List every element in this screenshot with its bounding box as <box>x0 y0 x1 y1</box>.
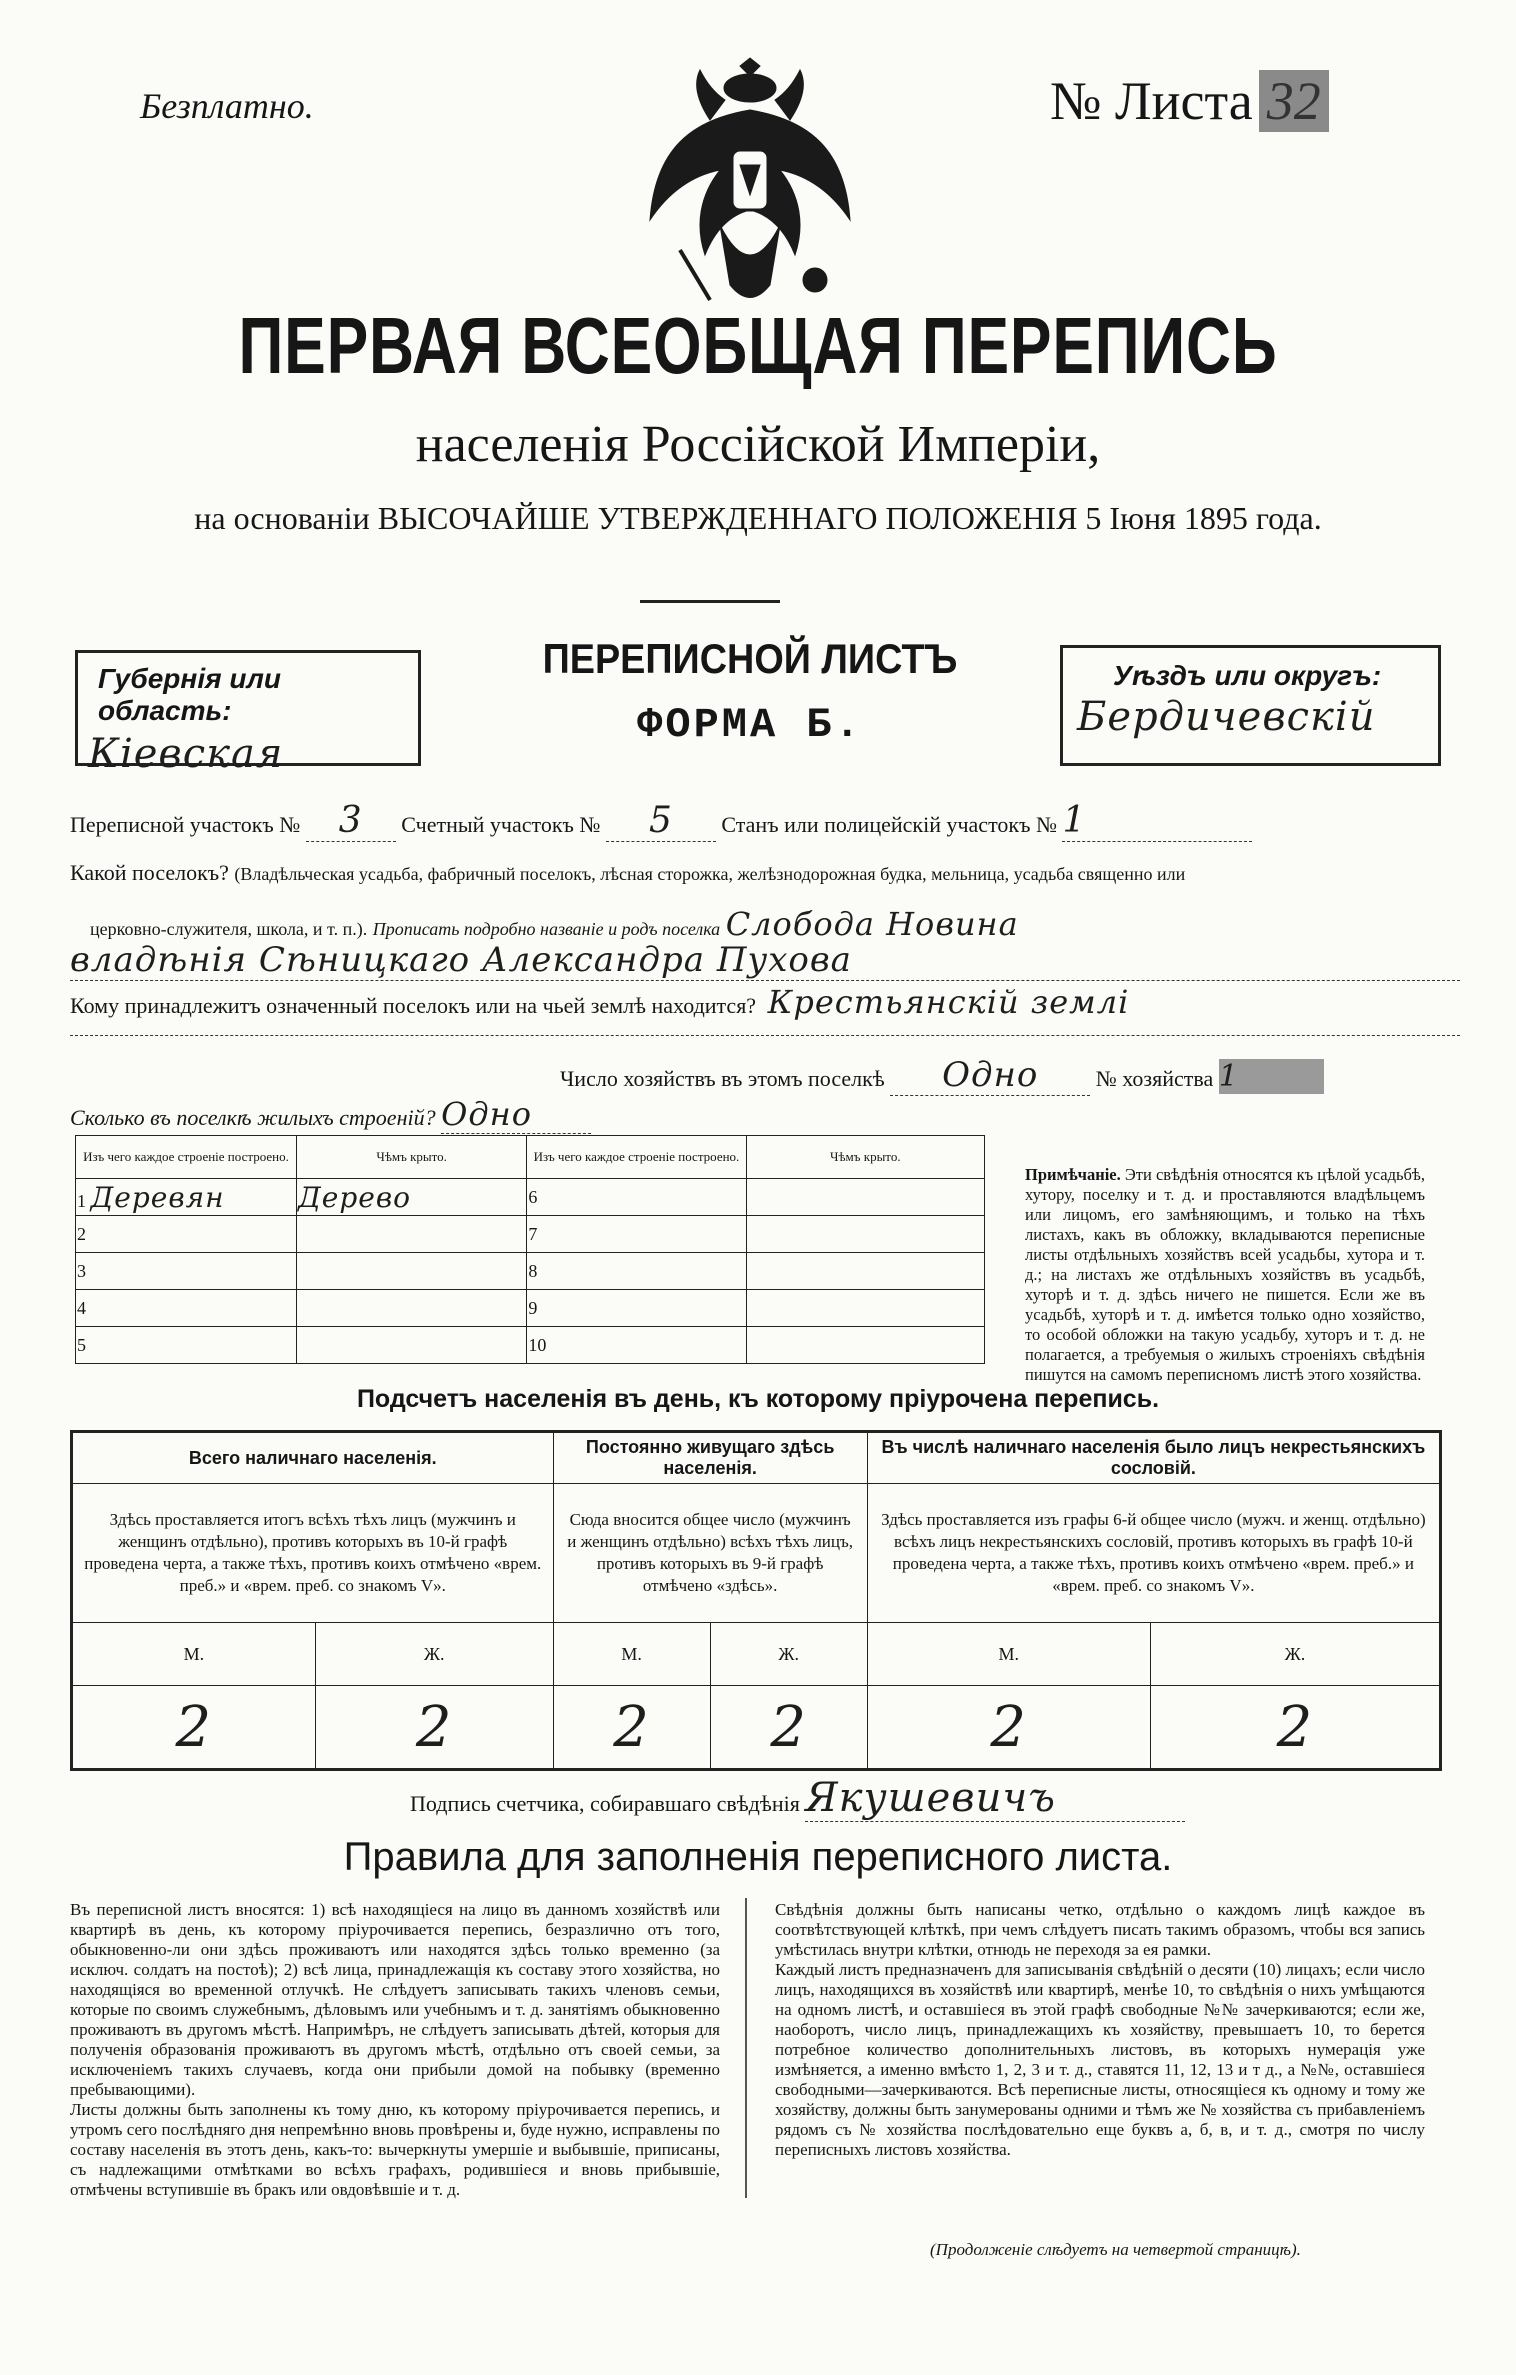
sheet-number-label: № Листа <box>1050 71 1253 131</box>
blank-line <box>70 1035 1460 1036</box>
stan-value: 1 <box>1062 800 1252 842</box>
buildings-roof-header: Чѣмъ крыто. <box>746 1136 984 1179</box>
sheet-number <box>1050 70 1329 132</box>
census-plot-label: Переписной участокъ № <box>70 812 301 837</box>
note-text: Эти свѣдѣнія относятся къ цѣлой усадьбѣ, хутору, поселку и т. д. и проставляются владѣльцемъ или лицомъ, его замѣняющимъ, и только на тѣхъ листахъ, какъ въ обложку, вкладываются переписные листы отдѣльныхъ хозяйствъ всей усадьбы, хутора и т. д.; на листахъ же отдѣльныхъ хозяйствъ въ усадьбѣ, хуторѣ и т. д. здѣсь ничего не пишется. Если же въ усадьбѣ, хуторѣ и т. д. имѣется только одно хозяйство, то особой обложки на такую усадьбу, хуторъ и т. д. не полагается, а требуемыя о жилыхъ строеніяхъ свѣдѣнія пишутся на самомъ переписномъ листѣ этого хозяйства. <box>1025 1165 1426 1384</box>
female-label: Ж. <box>1150 1623 1440 1686</box>
settlement-hint3: Прописать подробно названіе и родъ поселка <box>372 919 721 939</box>
resident-population-header: Постоянно живущаго здѣсь населенія. <box>553 1432 867 1484</box>
document-basis: на основаніи ВЫСОЧАЙШЕ УТВЕРЖДЕННАГО ПОЛОЖЕНІЯ 5 Іюня 1895 года. <box>194 500 1322 536</box>
female-label: Ж. <box>315 1623 553 1686</box>
settlement-question <box>70 860 1185 886</box>
households-line <box>560 1055 1324 1096</box>
total-population-header: Всего наличнаго населенія. <box>72 1432 554 1484</box>
signature-value: Якушевичъ <box>805 1775 1185 1822</box>
table-row <box>76 1290 985 1327</box>
buildings-material-header: Изъ чего каждое строеніе построено. <box>527 1136 746 1179</box>
rules-right-column: Свѣдѣнія должны быть написаны четко, отдѣльно о каждомъ лицѣ каждое въ соотвѣтствующей клѣткѣ, при чемъ слѣдуетъ писать такимъ образомъ, чтобы вся запись умѣстилась внутри клѣтки, отнюдь не переходя за ея рамки. Каждый листъ предназначенъ для записыванія свѣдѣній о десяти (10) лицахъ; если число лицъ, находящихся въ хозяйствѣ или квартирѣ, менѣе 10, то свѣдѣнія о нихъ умѣщаются на одномъ листѣ, и оставшіеся въ этой графѣ свободные №№ зачеркиваются; если же, наоборотъ, число лицъ, принадлежащихъ къ хозяйству, превышаетъ 10, то берется потребное количество дополнительныхъ листовъ, въ которыхъ нумерація уже измѣняется, а именно вмѣсто 1, 2, 3 и т. д., ставятся 11, 12, 13 и т д., а №№, оставшіеся свободными—зачеркиваются. Всѣ переписные листы, относящіеся къ одному и тому же хозяйству, должны быть занумерованы одними и тѣмъ же № хозяйства съ прибавленіемъ рядомъ съ № хозяйства послѣдовательно еще буквъ а, б, в, и т. д., смотря по числу переписныхъ листовъ хозяйства. <box>775 1900 1425 2159</box>
stan-label: Станъ или полицейскій участокъ № <box>721 812 1057 837</box>
imperial-eagle-emblem <box>640 50 860 320</box>
row-number: 7 <box>527 1216 746 1253</box>
divider <box>640 600 780 603</box>
buildings-material-header: Изъ чего каждое строеніе построено. <box>76 1136 297 1179</box>
census-plot-value: 3 <box>306 800 396 842</box>
row-number: 6 <box>527 1179 746 1216</box>
buildings-roof-header: Чѣмъ крыто. <box>297 1136 527 1179</box>
building-roof <box>297 1216 527 1253</box>
column-divider <box>745 1898 747 2198</box>
building-material: Деревян <box>90 1180 225 1214</box>
buildings-note <box>1025 1165 1425 1385</box>
male-label: М. <box>867 1623 1150 1686</box>
buildings-label: Сколько въ поселкѣ жилыхъ строеній? <box>70 1105 436 1130</box>
resident-female-count: 2 <box>710 1686 867 1770</box>
district-label: Уѣздъ или округъ: <box>1113 660 1382 691</box>
row-number: 5 <box>76 1327 297 1364</box>
form-title-line1: ПЕРЕПИСНОЙ ЛИСТЪ <box>542 635 958 682</box>
total-male-count: 2 <box>72 1686 316 1770</box>
province-box <box>75 650 421 777</box>
building-roof <box>297 1253 527 1290</box>
owner-question-line <box>70 983 1129 1021</box>
buildings-line <box>70 1095 591 1134</box>
population-table <box>70 1430 1442 1771</box>
female-label: Ж. <box>710 1623 867 1686</box>
rules-left-column: Въ переписной листъ вносятся: 1) всѣ находящіеся на лицо въ данномъ хозяйствѣ или квартирѣ въ день, къ которому пріурочивается перепись, безразлично отъ того, обыкновенно-ли они здѣсь проживаютъ или находятся здѣсь только временно (за исключ. солдатъ на постоѣ); 2) всѣ лица, принадлежащія къ составу этого хозяйства, но находящіяся во временной отлучкѣ. Не слѣдуетъ записывать такихъ членовъ семьи, которые по своимъ служебнымъ, дѣловымъ или учебнымъ и т. д. занятіямъ обыкновенно проживаютъ въ другомъ мѣстѣ. Напримѣръ, не слѣдуетъ записывать дѣтей, которыя для полученія образованія проживаютъ въ другомъ мѣстѣ, отдѣльно отъ своей семьи, за исключеніемъ такихъ случаевъ, когда они прибыли домой на побывку (временно пребывающими). Листы должны быть заполнены къ тому дню, къ которому пріурочивается перепись, и утромъ сего послѣдняго дня непремѣнно вновь провѣрены и, буде нужно, исправлены по составу населенія въ этотъ день, какъ-то: вычеркнуты умершіе и выбывшіе, приписаны, съ надлежащими отмѣтками во всѣхъ графахъ, родившіеся и вновь прибывшіе, отмѣчены вступившіе въ бракъ или овдовѣвшіе и т. д. <box>70 1900 720 2199</box>
building-roof <box>746 1216 984 1253</box>
sheet-number-value: 32 <box>1259 70 1329 132</box>
non-peasant-desc: Здѣсь проставляется изъ графы 6-й общее число (мужч. и женщ. отдѣльно) всѣхъ лицъ некрестьянскихъ сословій, противъ которыхъ въ графѣ 10-й проведена черта, а также тѣхъ, противъ коихъ отмѣчено «врем. преб.» и «врем. преб. со знакомъ V». <box>867 1484 1440 1623</box>
non-peasant-female-count: 2 <box>1150 1686 1440 1770</box>
building-roof <box>746 1327 984 1364</box>
building-roof <box>746 1253 984 1290</box>
table-row <box>76 1216 985 1253</box>
building-roof: Дерево <box>297 1179 527 1216</box>
table-row <box>76 1253 985 1290</box>
settlement-hint2: церковно-служителя, школа, и т. п.). <box>90 919 368 939</box>
row-number: 4 <box>76 1290 297 1327</box>
building-roof <box>746 1179 984 1216</box>
owner-question: Кому принадлежитъ означенный поселокъ или на чьей землѣ находится? <box>70 993 757 1018</box>
document-subtitle: населенія Россійской Имперіи, <box>415 416 1101 473</box>
population-heading: Подсчетъ населенія въ день, къ которому пріурочена перепись. <box>356 1385 1160 1413</box>
households-value: Одно <box>890 1055 1090 1096</box>
buildings-table <box>75 1135 985 1364</box>
non-peasant-male-count: 2 <box>867 1686 1150 1770</box>
district-line <box>70 800 1252 842</box>
document-title: ПЕРВАЯ ВСЕОБЩАЯ ПЕРЕПИСЬ <box>238 301 1278 390</box>
note-title: Примѣчаніе. <box>1025 1165 1121 1184</box>
table-row <box>76 1327 985 1364</box>
province-value: Кіевская <box>88 731 284 777</box>
rules-title: Правила для заполненія переписного листа. <box>343 1835 1173 1879</box>
building-cell <box>76 1179 297 1216</box>
male-label: М. <box>553 1623 710 1686</box>
row-number: 1 <box>77 1190 86 1211</box>
settlement-label: Какой поселокъ? <box>70 860 229 885</box>
non-peasant-header: Въ числѣ наличнаго населенія было лицъ некрестьянскихъ сословій. <box>867 1432 1440 1484</box>
continued-note: (Продолженіе слѣдуетъ на четвертой страницѣ). <box>930 2240 1301 2259</box>
buildings-value: Одно <box>441 1095 591 1134</box>
form-title <box>440 635 1060 749</box>
building-roof <box>746 1290 984 1327</box>
province-label: Губернія или область: <box>98 663 281 726</box>
row-number: 8 <box>527 1253 746 1290</box>
total-population-desc: Здѣсь проставляется итогъ всѣхъ тѣхъ лицъ (мужчинъ и женщинъ отдѣльно), противъ которыхъ въ 10-й графѣ проведена черта, а также тѣхъ, противъ коихъ отмѣчено «врем. преб.» и «врем. преб. со знакомъ V». <box>72 1484 554 1623</box>
signature-label: Подпись счетчика, собиравшаго свѣдѣнія <box>410 1791 800 1816</box>
count-plot-label: Счетный участокъ № <box>401 812 601 837</box>
signature-line <box>410 1775 1185 1822</box>
household-no-label: № хозяйства <box>1095 1066 1214 1091</box>
settlement-owner-name: владѣнія Сѣницкаго Александра Пухова <box>70 940 1460 981</box>
resident-population-desc: Сюда вносится общее число (мужчинъ и женщинъ отдѣльно) всѣхъ тѣхъ лицъ, противъ которыхъ въ 9-й графѣ отмѣчено «здѣсь». <box>553 1484 867 1623</box>
building-roof <box>297 1290 527 1327</box>
free-label: Безплатно. <box>140 86 314 126</box>
settlement-name: Слобода Новина <box>725 905 1019 943</box>
table-row <box>76 1179 985 1216</box>
count-plot-value: 5 <box>606 800 716 842</box>
total-female-count: 2 <box>315 1686 553 1770</box>
households-label: Число хозяйствъ въ этомъ поселкѣ <box>560 1066 885 1091</box>
household-no-value: 1 <box>1219 1059 1324 1094</box>
building-roof <box>297 1327 527 1364</box>
resident-male-count: 2 <box>553 1686 710 1770</box>
row-number: 9 <box>527 1290 746 1327</box>
row-number: 2 <box>76 1216 297 1253</box>
male-label: М. <box>72 1623 316 1686</box>
settlement-hint: (Владѣльческая усадьба, фабричный поселокъ, лѣсная сторожка, желѣзнодорожная будка, мельница, усадьба священно или <box>234 864 1186 884</box>
form-title-line2: ФОРМА Б. <box>637 701 863 749</box>
owner-value: Крестьянскій землі <box>767 983 1130 1021</box>
row-number: 3 <box>76 1253 297 1290</box>
row-number: 10 <box>527 1327 746 1364</box>
district-box <box>1060 645 1441 766</box>
district-value: Бердичевскій <box>1077 694 1376 740</box>
settlement-hint-line <box>90 905 1019 943</box>
